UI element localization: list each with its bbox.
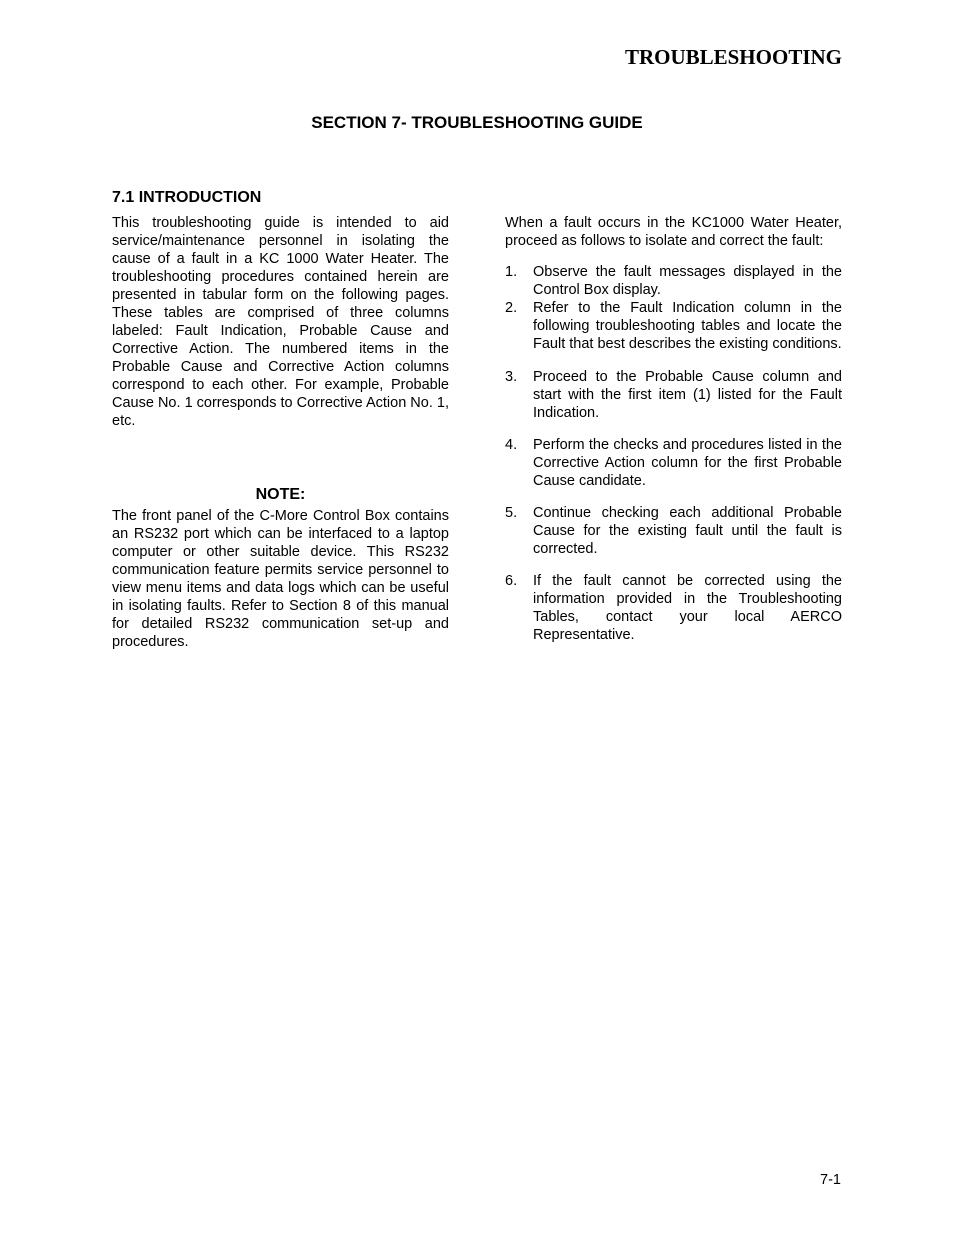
step-number: 5. [505, 505, 518, 521]
procedure-steps [505, 263, 842, 644]
procedure-step-1 [505, 263, 842, 299]
step-number: 1. [505, 264, 518, 280]
procedure-intro: When a fault occurs in the KC1000 Water Heater, proceed as follows to isolate and correct the fault: [505, 215, 842, 249]
step-number: 3. [505, 369, 518, 385]
introduction-body: This troubleshooting guide is intended to aid service/maintenance personnel in isolating the cause of a fault in a KC 1000 Water Heater. The troubleshooting procedures contained herein are presented in tabular form on the following pages. These tables are comprised of three columns labeled: Fault Indication, Probable Cause and Corrective Action. The numbered items in the Probable Cause and Corrective Action columns correspond to each other. For example, Probable Cause No. 1 corresponds to Corrective Action No. 1, etc. [112, 215, 449, 429]
introduction-heading: 7.1 INTRODUCTION [112, 189, 262, 206]
step-number: 2. [505, 300, 518, 316]
left-column [112, 188, 449, 651]
note-heading: NOTE: [255, 486, 306, 503]
section-title: SECTION 7- TROUBLESHOOTING GUIDE [311, 113, 643, 132]
step-text: Refer to the Fault Indication column in the following troubleshooting tables and locate the Fault that best describes the existing conditions. [533, 300, 842, 352]
procedure-step-5 [505, 504, 842, 558]
step-number: 6. [505, 573, 518, 589]
step-text: Observe the fault messages displayed in the Control Box display. [533, 264, 842, 298]
step-text: Proceed to the Probable Cause column and start with the first item (1) listed for the Fault Indication. [533, 369, 842, 421]
step-number: 4. [505, 437, 518, 453]
procedure-step-3 [505, 368, 842, 422]
step-text: Continue checking each additional Probable Cause for the existing fault until the fault is corrected. [533, 505, 842, 557]
running-header-title: TROUBLESHOOTING [624, 45, 842, 69]
right-column [505, 214, 842, 644]
procedure-step-4 [505, 436, 842, 490]
step-text: Perform the checks and procedures listed in the Corrective Action column for the first Probable Cause candidate. [533, 437, 842, 489]
procedure-step-2 [505, 299, 842, 353]
note-body: The front panel of the C-More Control Box contains an RS232 port which can be interfaced to a laptop computer or other suitable device. This RS232 communication feature permits service personnel to view menu items and data logs which can be useful in isolating faults. Refer to Section 8 of this manual for detailed RS232 communication set-up and procedures. [112, 508, 449, 650]
step-text: If the fault cannot be corrected using the information provided in the Troubleshooting Tables, contact your local AERCO Representative. [533, 573, 842, 643]
procedure-step-6 [505, 572, 842, 644]
page-number: 7-1 [820, 1172, 841, 1188]
